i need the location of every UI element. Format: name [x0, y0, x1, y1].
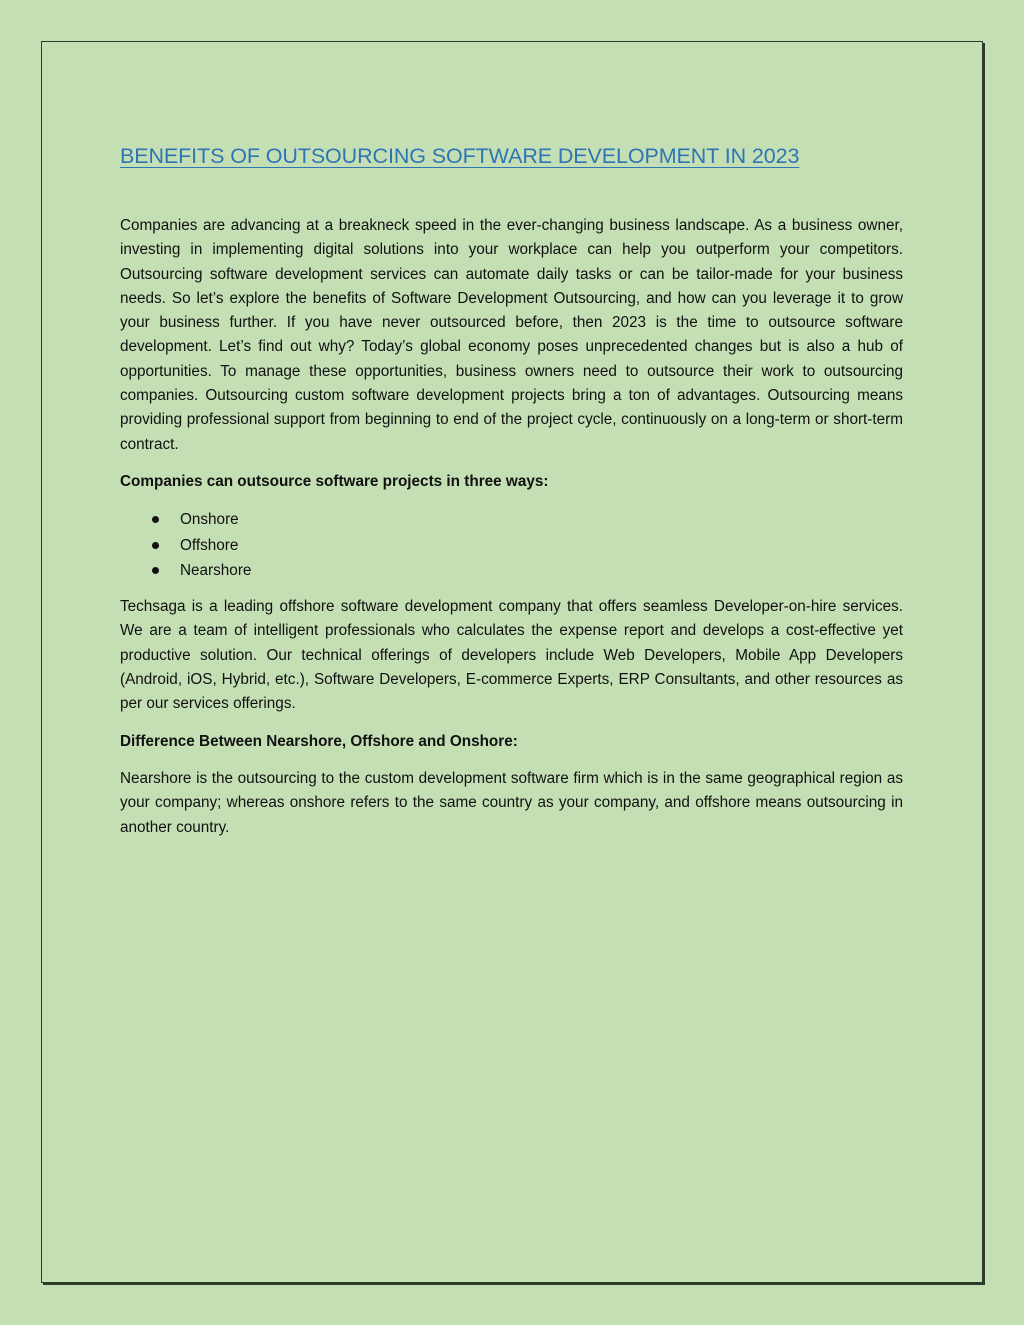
list-item	[120, 558, 903, 583]
list-item-label: Offshore	[180, 536, 239, 554]
ways-heading: Companies can outsource software projects in three ways:	[120, 472, 549, 490]
bullet-icon	[152, 567, 159, 574]
difference-paragraph: Nearshore is the outsourcing to the custom development software firm which is in the same geographical region as your company; whereas onshore refers to the same country as your company, and offshore means outsourcing in another country.	[120, 769, 903, 836]
document-title: BENEFITS OF OUTSOURCING SOFTWARE DEVELOPMENT IN 2023	[120, 144, 800, 168]
list-item	[120, 507, 903, 532]
intro-paragraph: Companies are advancing at a breakneck speed in the ever-changing business landscape. As a business owner, investing in implementing digital solutions into your workplace can help you outperform your competitors. Outsourcing software development services can automate daily tasks or can be tailor-made for your business needs. So let’s explore the benefits of Software Development Outsourcing, and how can you leverage it to grow your business further. If you have never outsourced before, then 2023 is the time to outsource software development. Let’s find out why? Today’s global economy poses unprecedented changes but is also a hub of opportunities. To manage these opportunities, business owners need to outsource their work to outsourcing companies. Outsourcing custom software development projects bring a ton of advantages. Outsourcing means providing professional support from beginning to end of the project cycle, continuously on a long-term or short-term contract.	[120, 217, 903, 453]
bullet-icon	[152, 542, 159, 549]
document-body	[120, 138, 903, 840]
list-item-label: Onshore	[180, 511, 239, 529]
company-paragraph: Techsaga is a leading offshore software development company that offers seamless Developer-on-hire services. We are a team of intelligent professionals who calculates the expense report and develops a cost-effective yet productive solution. Our technical offerings of developers include Web Developers, Mobile App Developers (Android, iOS, Hybrid, etc.), Software Developers, E-commerce Experts, ERP Consultants, and other resources as per our services offerings.	[120, 598, 903, 713]
ways-list	[120, 507, 903, 583]
list-item-label: Nearshore	[180, 561, 252, 579]
bullet-icon	[152, 516, 159, 523]
list-item	[120, 533, 903, 558]
difference-heading: Difference Between Nearshore, Offshore and Onshore:	[120, 732, 518, 750]
